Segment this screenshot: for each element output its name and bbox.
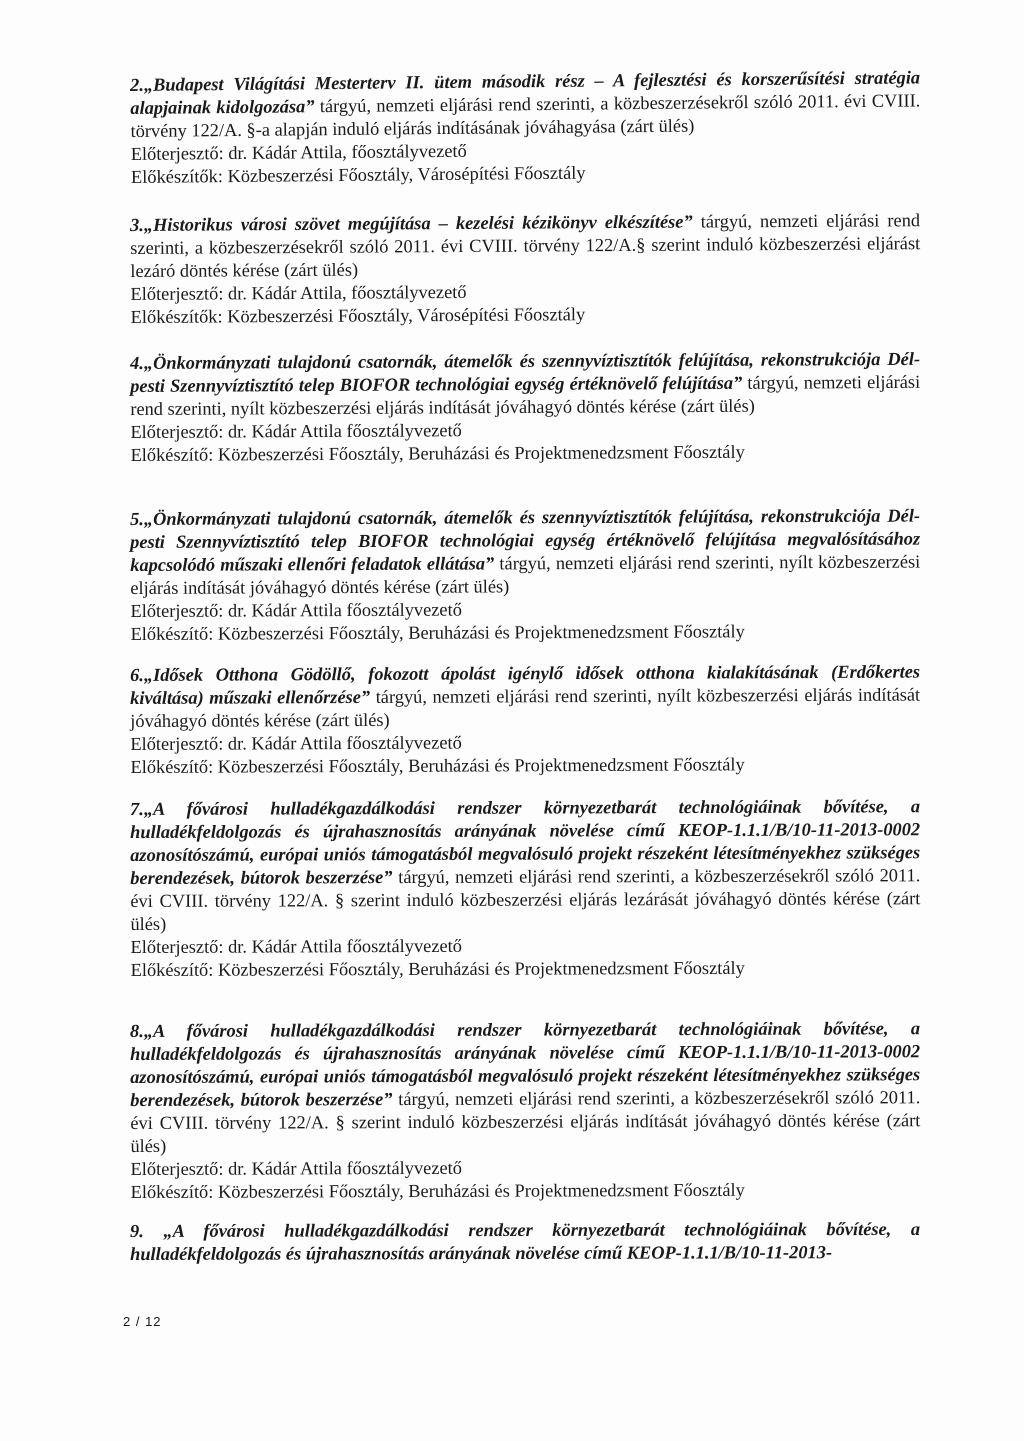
agenda-item-4	[130, 348, 921, 467]
agenda-item-text	[130, 66, 921, 143]
agenda-item-body: tárgyú, nemzeti eljárási rend szerinti, a közbeszerzésekről szóló 2011. évi CVIII. törvény 122/A. §-a alapján induló eljárás indításának jóváhagyása (zárt ülés)	[130, 90, 921, 141]
agenda-item-title: „Budapest Világítási Mesterterv II. ütem második rész – A fejlesztési és korszerűsítési stratégia alapjainak kidolgozása”	[130, 67, 921, 118]
agenda-item-text	[130, 1218, 920, 1266]
agenda-item-5	[130, 505, 921, 646]
agenda-item-number: 4.	[130, 352, 144, 373]
agenda-item-preparer: Előkészítő: Közbeszerzési Főosztály, Beruházási és Projektmenedzsment Főosztály	[130, 621, 745, 644]
agenda-item-title: „Önkormányzati tulajdonú csatornák, átemelők és szennyvíztisztítók felújítása, rekonstrukciója Dél-pesti Szennyvíztisztító telep BIOFOR technológiai egység értéknövelő felújítása”	[130, 348, 921, 396]
agenda-item-body: tárgyú, nemzeti eljárási rend szerinti, a közbeszerzésekről szóló 2011. évi CVIII. törvény 122/A. § szerint induló közbeszerzési eljárás indítását jóváhagyó döntés kérése (zárt ülés)	[130, 1087, 921, 1156]
agenda-item-presenter: Előterjesztő: dr. Kádár Attila főosztályvezető	[130, 732, 462, 754]
agenda-item-preparer: Előkészítő: Közbeszerzési Főosztály, Beruházási és Projektmenedzsment Főosztály	[130, 957, 745, 980]
agenda-item-title: „Önkormányzati tulajdonú csatornák, átemelők és szennyvíztisztítók felújítása, rekonstrukciója Dél-pesti Szennyvíztisztító telep BIOFOR technológiai egység értéknövelő felújítása megvalósításához kapcsolódó műszaki ellenőri feladatok ellátása”	[130, 505, 921, 575]
agenda-item-2	[130, 66, 921, 189]
agenda-item-8	[130, 1017, 921, 1204]
agenda-item-presenter: Előterjesztő: dr. Kádár Attila, főosztályvezető	[130, 140, 467, 164]
agenda-item-body: tárgyú, nemzeti eljárási rend szerinti, nyílt közbeszerzési eljárás indítását jóváhagyó döntés kérése (zárt ülés)	[130, 551, 921, 598]
agenda-item-preparer: Előkészítő: Közbeszerzési Főosztály, Beruházási és Projektmenedzsment Főosztály	[130, 754, 745, 777]
agenda-item-preparer: Előkészítő: Közbeszerzési Főosztály, Beruházási és Projektmenedzsment Főosztály	[130, 1179, 745, 1202]
agenda-item-preparer: Előkészítők: Közbeszerzési Főosztály, Városépítési Főosztály	[130, 162, 586, 187]
agenda-item-number: 9.	[130, 1220, 144, 1241]
agenda-item-6	[130, 661, 920, 779]
agenda-item-presenter: Előterjesztő: dr. Kádár Attila főosztályvezető	[130, 599, 462, 621]
agenda-item-title: „Historikus városi szövet megújítása – kezelési kézikönyv elkészítése”	[143, 211, 693, 235]
agenda-item-number: 5.	[130, 508, 144, 529]
agenda-item-7	[130, 795, 921, 982]
agenda-item-text	[130, 795, 920, 936]
page-number: 2 / 12	[123, 1314, 162, 1329]
agenda-item-number: 6.	[130, 664, 144, 685]
agenda-item-number: 3.	[130, 214, 144, 235]
agenda-item-number: 7.	[130, 798, 144, 819]
agenda-item-title: „A fővárosi hulladékgazdálkodási rendszer környezetbarát technológiáinak bővítése, a hulladékfeldolgozás és újrahasznosítás arányának növelése című KEOP-1.1.1/B/10-11-2013-0002 azonosítószámú, európai uniós támogatásból megvalósuló projekt részeként létesítményekhez szükséges berendezések, bútorok beszerzése”	[130, 1018, 921, 1110]
agenda-item-presenter: Előterjesztő: dr. Kádár Attila főosztályvezető	[130, 1157, 462, 1179]
agenda-item-presenter: Előterjesztő: dr. Kádár Attila, főosztályvezető	[130, 281, 467, 304]
agenda-item-text	[130, 348, 920, 421]
agenda-item-3	[130, 209, 921, 329]
agenda-item-title: „A fővárosi hulladékgazdálkodási rendszer környezetbarát technológiáinak bővítése, a hulladékfeldolgozás és újrahasznosítás arányának növelése című KEOP-1.1.1/B/10-11-2013-	[130, 1218, 921, 1264]
agenda-item-preparer: Előkészítők: Közbeszerzési Főosztály, Városépítési Főosztály	[130, 304, 586, 327]
agenda-item-text	[130, 505, 920, 600]
agenda-item-body: tárgyú, nemzeti eljárási rend szerinti, a közbeszerzésekről szóló 2011. évi CVIII. törvény 122/A.§ szerint induló közbeszerzési eljárást lezáró döntés kérése (zárt ülés)	[130, 210, 921, 281]
agenda-item-body: tárgyú, nemzeti eljárási rend szerinti, nyílt közbeszerzési eljárás indítását jóváhagyó döntés kérése (zárt ülés)	[130, 684, 921, 731]
agenda-item-9	[130, 1218, 920, 1266]
agenda-item-text	[130, 661, 920, 733]
agenda-item-presenter: Előterjesztő: dr. Kádár Attila főosztályvezető	[130, 935, 462, 957]
agenda-item-body: tárgyú, nemzeti eljárási rend szerinti, nyílt közbeszerzési eljárás indítását jóváhagyó döntés kérése (zárt ülés)	[130, 371, 921, 419]
agenda-item-number: 2.	[130, 74, 144, 95]
agenda-item-title: „Idősek Otthona Gödöllő, fokozott ápolást igénylő idősek otthona kialakításának (Erdőkertes kiváltása) műszaki ellenőrzése”	[130, 661, 921, 708]
agenda-item-preparer: Előkészítő: Közbeszerzési Főosztály, Beruházási és Projektmenedzsment Főosztály	[130, 441, 745, 465]
agenda-item-text	[130, 1017, 920, 1158]
agenda-item-body: tárgyú, nemzeti eljárási rend szerinti, a közbeszerzésekről szóló 2011. évi CVIII. törvény 122/A. § szerint induló közbeszerzési eljárás lezárását jóváhagyó döntés kérése (zárt ülés)	[130, 865, 921, 934]
agenda-item-number: 8.	[130, 1020, 144, 1041]
agenda-item-title: „A fővárosi hulladékgazdálkodási rendszer környezetbarát technológiáinak bővítése, a hulladékfeldolgozás és újrahasznosítás arányának növelése című KEOP-1.1.1/B/10-11-2013-0002 azonosítószámú, európai uniós támogatásból megvalósuló projekt részeként létesítményekhez szükséges berendezések, bútorok beszerzése”	[130, 796, 921, 888]
agenda-item-text	[130, 209, 920, 283]
agenda-item-presenter: Előterjesztő: dr. Kádár Attila főosztályvezető	[130, 420, 462, 442]
